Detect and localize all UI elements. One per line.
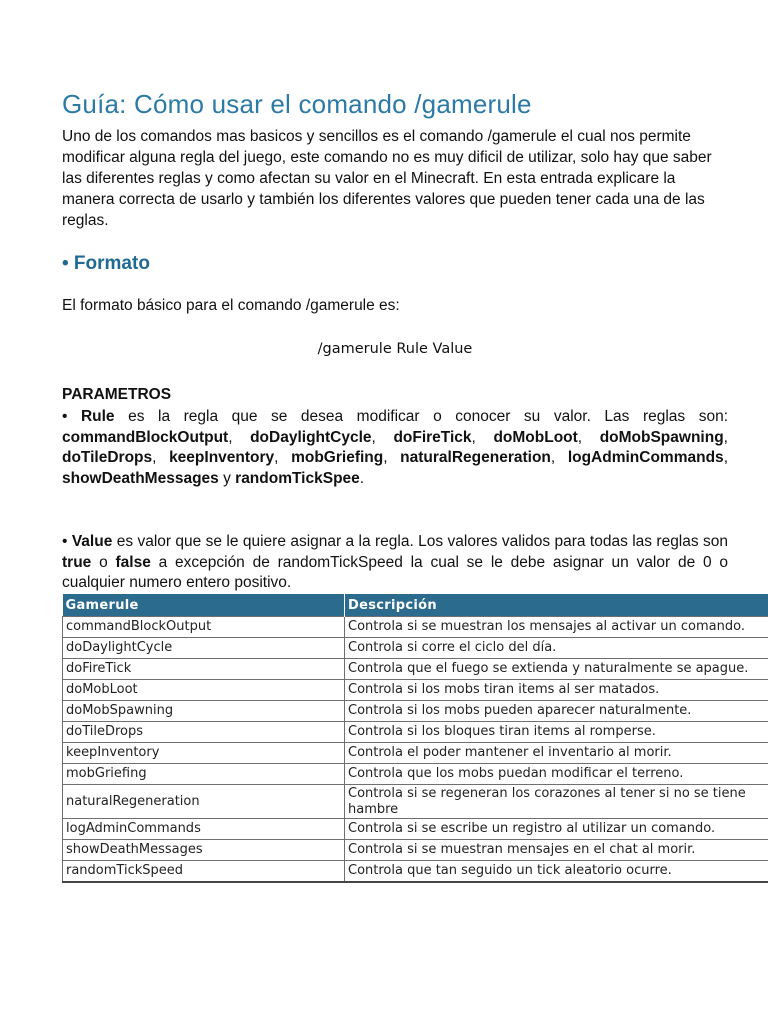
- cell-gamerule: keepInventory: [63, 743, 345, 764]
- rule-name: doDaylightCycle: [250, 428, 372, 446]
- true-keyword: true: [62, 553, 92, 571]
- table-row: [63, 722, 768, 743]
- command-syntax: /gamerule Rule Value: [317, 341, 473, 357]
- cell-description: Controla si se muestran los mensajes al activar un comando.: [345, 617, 768, 638]
- cell-gamerule: doTileDrops: [63, 722, 345, 743]
- value-term: Value: [71, 533, 113, 550]
- table-row: [63, 701, 768, 722]
- rule-separator: ,: [723, 449, 728, 467]
- rule-separator: ,: [550, 449, 568, 467]
- cell-description: Controla el poder mantener el inventario al morir.: [345, 743, 768, 764]
- rule-parameter-paragraph: [62, 407, 728, 490]
- rule-name: commandBlockOutput: [62, 428, 229, 446]
- table-row: [63, 785, 768, 819]
- table-row: [63, 638, 768, 659]
- cell-description: Controla si se escribe un registro al utilizar un comando.: [345, 819, 768, 840]
- params-heading: PARAMETROS: [62, 386, 172, 403]
- cell-gamerule: doMobLoot: [63, 680, 345, 701]
- table-row: [63, 743, 768, 764]
- rule-list: [62, 429, 728, 487]
- cell-gamerule: doDaylightCycle: [63, 638, 345, 659]
- cell-description: Controla si los mobs tiran items al ser matados.: [345, 680, 768, 701]
- value-description-part1: es valor que se le quiere asignar a la regla. Los valores validos para todas las reglas son: [112, 533, 728, 550]
- rule-term: Rule: [80, 408, 115, 425]
- rule-name: showDeathMessages: [62, 470, 219, 488]
- rule-separator: ,: [152, 449, 170, 467]
- rule-separator: ,: [471, 428, 494, 446]
- header-gamerule: Gamerule: [63, 594, 345, 617]
- format-intro-text: El formato básico para el comando /gamerule es:: [62, 297, 400, 314]
- rule-separator: ,: [383, 449, 401, 467]
- table-row: [63, 819, 768, 840]
- cell-gamerule: doMobSpawning: [63, 701, 345, 722]
- cell-gamerule: mobGriefing: [63, 764, 345, 785]
- rule-separator: ,: [274, 449, 292, 467]
- value-description-part2: o: [91, 553, 116, 571]
- false-keyword: false: [115, 553, 151, 571]
- intro-paragraph: Uno de los comandos mas basicos y sencillos es el comando /gamerule el cual nos permite modificar alguna regla del juego, este comando no es muy dificil de utilizar, solo hay que saber las diferentes reglas y como afectan su valor en el Minecraft. En esta entrada explicare la manera correcta de usarlo y también los diferentes valores que pueden tener cada una de las reglas.: [62, 128, 712, 229]
- rule-name: doMobSpawning: [599, 428, 724, 446]
- value-bullet: •: [62, 533, 72, 550]
- rule-last-joiner: y: [218, 470, 236, 488]
- cell-description: Controla si los bloques tiran items al romperse.: [345, 722, 768, 743]
- table-row: [63, 617, 768, 638]
- table-row: [63, 840, 768, 861]
- value-parameter-paragraph: [62, 532, 728, 594]
- cell-gamerule: logAdminCommands: [63, 819, 345, 840]
- value-description-part3: a excepción de randomTickSpeed la cual se le debe asignar un valor de 0 o cualquier numero entero positivo.: [62, 553, 728, 592]
- page-title: Guía: Cómo usar el comando /gamerule: [62, 89, 532, 120]
- header-descripcion: Descripción: [345, 594, 768, 617]
- cell-description: Controla que los mobs puedan modificar el terreno.: [345, 764, 768, 785]
- table-header-row: [63, 594, 768, 617]
- cell-description: Controla si se regeneran los corazones al tener si no se tiene hambre: [345, 785, 768, 819]
- cell-description: Controla que el fuego se extienda y naturalmente se apague.: [345, 659, 768, 680]
- section-heading-formato: • Formato: [62, 253, 150, 274]
- rule-name: logAdminCommands: [567, 449, 724, 467]
- rule-separator: ,: [577, 428, 600, 446]
- cell-gamerule: randomTickSpeed: [63, 861, 345, 883]
- table-row: [63, 680, 768, 701]
- rule-end: .: [359, 470, 365, 488]
- cell-description: Controla que tan seguido un tick aleatorio ocurre.: [345, 861, 768, 883]
- rule-separator: ,: [228, 428, 251, 446]
- table-row: [63, 764, 768, 785]
- gamerule-table: [62, 594, 768, 883]
- rule-name: doTileDrops: [62, 449, 153, 467]
- table-body: [63, 617, 768, 883]
- table-row: [63, 659, 768, 680]
- rule-name: naturalRegeneration: [400, 449, 551, 467]
- cell-gamerule: commandBlockOutput: [63, 617, 345, 638]
- rule-description: es la regla que se desea modificar o conocer su valor. Las reglas son:: [114, 408, 729, 425]
- cell-description: Controla si corre el ciclo del día.: [345, 638, 768, 659]
- cell-description: Controla si se muestran mensajes en el chat al morir.: [345, 840, 768, 861]
- table-row: [63, 861, 768, 883]
- rule-bullet: •: [62, 408, 81, 425]
- cell-description: Controla si los mobs pueden aparecer naturalmente.: [345, 701, 768, 722]
- rule-name: doMobLoot: [493, 428, 578, 446]
- rule-name: mobGriefing: [291, 449, 384, 467]
- cell-gamerule: naturalRegeneration: [63, 785, 345, 819]
- rule-separator: ,: [723, 428, 728, 446]
- rule-name: randomTickSpee: [235, 470, 360, 488]
- cell-gamerule: showDeathMessages: [63, 840, 345, 861]
- rule-name: doFireTick: [393, 428, 472, 446]
- rule-separator: ,: [371, 428, 394, 446]
- rule-name: keepInventory: [169, 449, 275, 467]
- gamerule-table-container: [62, 594, 768, 883]
- cell-gamerule: doFireTick: [63, 659, 345, 680]
